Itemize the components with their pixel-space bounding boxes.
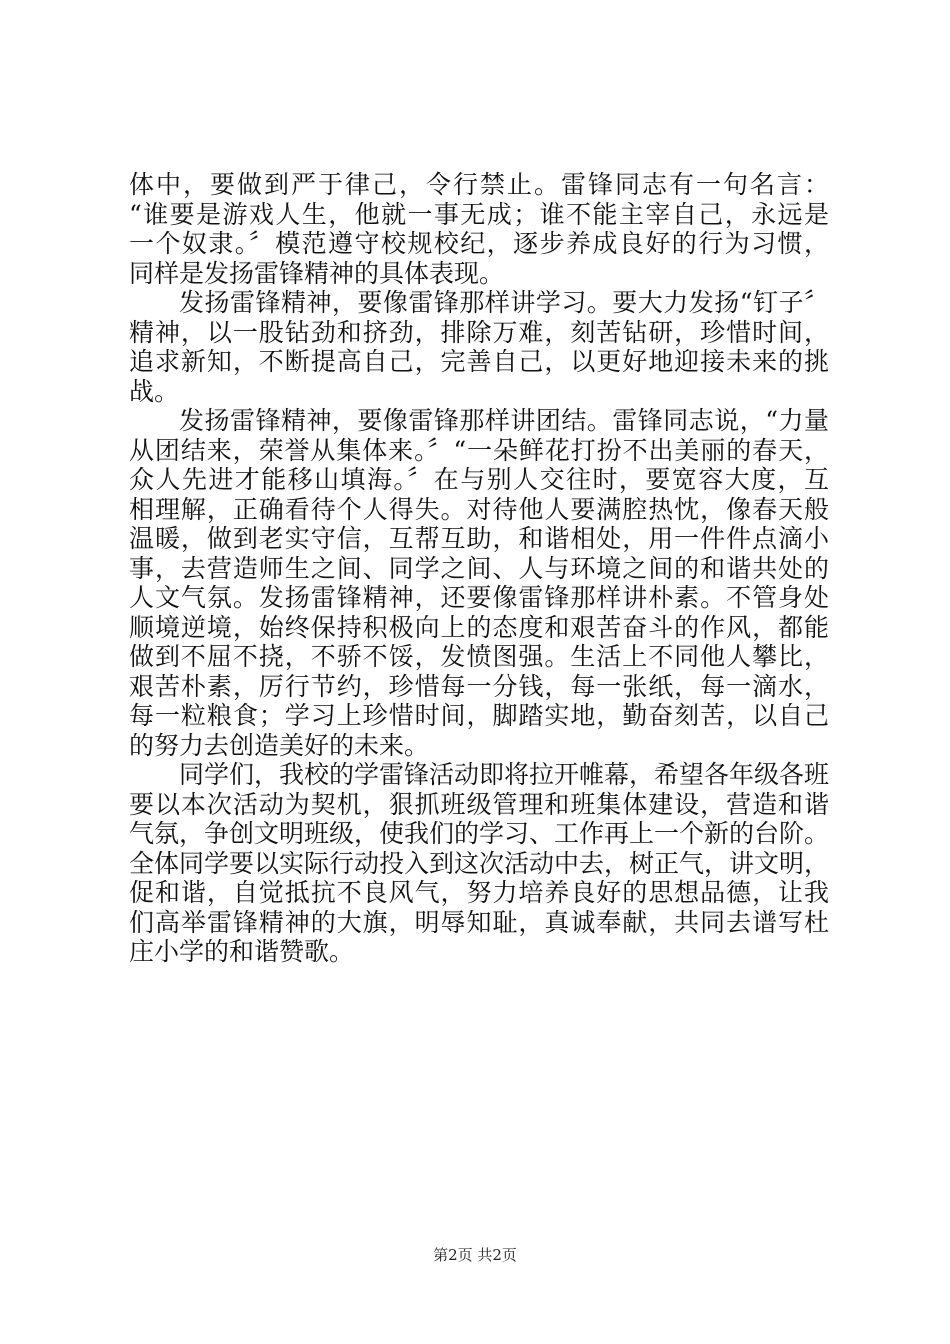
text-line: 体中，要做到严于律己，令行禁止。雷锋同志有一句名言： (129, 170, 829, 199)
text-line: 全体同学要以实际行动投入到这次活动中去，树正气，讲文明， (129, 848, 830, 878)
text-line: 发扬雷锋精神，要像雷锋那样讲学习。要大力发扬“钉子〞 (179, 288, 829, 317)
paragraph (129, 406, 829, 760)
text-line: 精神，以一股钻劲和挤劲，排除万难，刻苦钻研，珍惜时间， (129, 317, 829, 347)
text-line: 同学们，我校的学雷锋活动即将拉开帷幕，希望各年级各班 (179, 760, 830, 789)
text-line: 的努力去创造美好的未来。 (129, 730, 430, 760)
text-line: 要以本次活动为契机，狠抓班级管理和班集体建设，营造和谐 (129, 789, 829, 819)
text-line: “谁要是游戏人生，他就一事无成；谁不能主宰自己，永远是 (129, 199, 829, 229)
text-line: 做到不屈不挠，不骄不馁，发愤图强。生活上不同他人攀比， (129, 642, 829, 671)
paragraph (129, 760, 829, 967)
paragraph (129, 170, 829, 288)
text-line: 气氛，争创文明班级，使我们的学习、工作再上一个新的台阶。 (129, 819, 830, 848)
text-line: 一个奴隶。〞模范遵守校规校纪，逐步养成良好的行为习惯， (129, 229, 829, 258)
text-line: 人文气氛。发扬雷锋精神，还要像雷锋那样讲朴素。不管身处 (129, 583, 829, 612)
text-line: 追求新知，不断提高自己，完善自己，以更好地迎接未来的挑 (129, 347, 829, 376)
text-line: 发扬雷锋精神，要像雷锋那样讲团结。雷锋同志说，“力量 (179, 406, 829, 435)
text-line: 同样是发扬雷锋精神的具体表现。 (129, 258, 505, 288)
text-line: 温暖，做到老实守信，互帮互助，和谐相处，用一件件点滴小 (129, 524, 829, 553)
text-line: 们高举雷锋精神的大旗，明辱知耻，真诚奉献，共同去谱写杜 (129, 907, 829, 937)
text-line: 顺境逆境，始终保持积极向上的态度和艰苦奋斗的作风，都能 (129, 612, 829, 642)
text-line: 战。 (129, 376, 180, 406)
text-line: 艰苦朴素，厉行节约，珍惜每一分钱，每一张纸，每一滴水， (129, 671, 829, 701)
paragraph (129, 288, 829, 406)
document-body (129, 170, 829, 967)
page-footer: 第2页 共2页 (433, 1246, 517, 1264)
text-line: 众人先进才能移山填海。〞在与别人交往时，要宽容大度，互 (129, 465, 829, 494)
text-line: 庄小学的和谐赞歌。 (129, 937, 355, 966)
text-line: 从团结来，荣誉从集体来。〞“一朵鲜花打扮不出美丽的春天， (129, 435, 829, 465)
text-line: 促和谐，自觉抵抗不良风气，努力培养良好的思想品德，让我 (129, 878, 829, 907)
text-line: 事，去营造师生之间、同学之间、人与环境之间的和谐共处的 (129, 553, 829, 583)
text-line: 相理解，正确看待个人得失。对待他人要满腔热忱，像春天般 (129, 494, 829, 524)
text-line: 每一粒粮食；学习上珍惜时间，脚踏实地，勤奋刻苦，以自己 (129, 701, 829, 730)
